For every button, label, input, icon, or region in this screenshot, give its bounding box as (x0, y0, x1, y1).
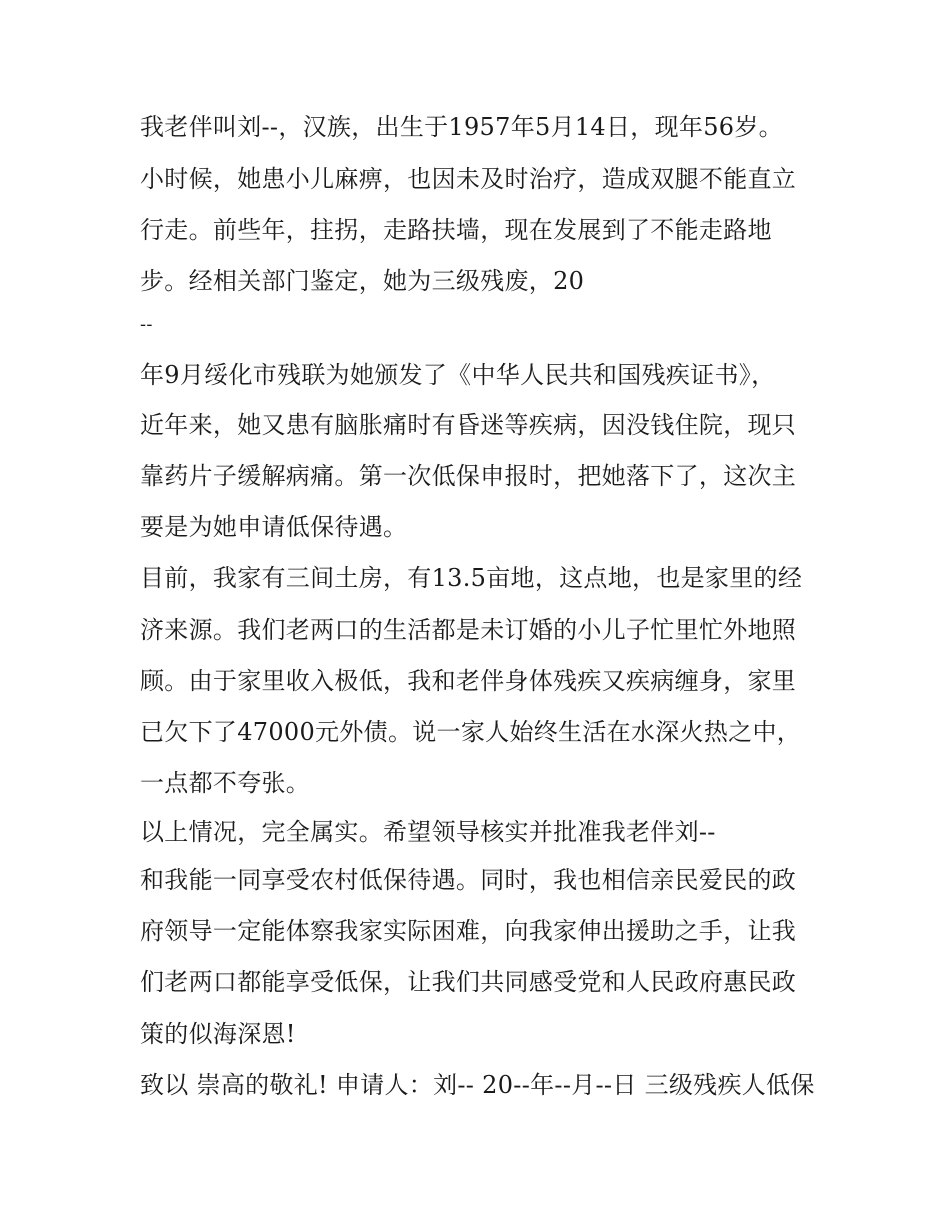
text-line-14: 一点都不夸张。 (140, 769, 311, 797)
text-line-7: 近年来，她又患有脑胀痛时有昏迷等疾病，因没钱住院，现只 (140, 411, 797, 439)
text-line-17: 府领导一定能体察我家实际困难，向我家伸出援助之手，让我 (140, 917, 797, 945)
text-line-5: -- (140, 314, 153, 335)
text-line-13: 已欠下了47000元外债。说一家人始终生活在水深火热之中， (140, 718, 802, 746)
text-line-15: 以上情况，完全属实。希望领导核实并批准我老伴刘-- (140, 818, 716, 846)
text-line-3: 行走。前些年，拄拐，走路扶墙，现在发展到了不能走路地 (140, 216, 772, 244)
text-line-4: 步。经相关部门鉴定，她为三级残废，20 (140, 267, 585, 295)
text-line-8: 靠药片子缓解病痛。第一次低保申报时，把她落下了，这次主 (140, 462, 797, 490)
text-line-16: 和我能一同享受农村低保待遇。同时，我也相信亲民爱民的政 (140, 866, 797, 894)
text-line-20: 致以 崇高的敬礼! 申请人：刘-- 20--年--月--日 三级残疾人低保 (140, 1071, 815, 1099)
text-line-2: 小时候，她患小儿麻痹，也因未及时治疗，造成双腿不能直立 (140, 165, 797, 193)
text-line-19: 策的似海深恩! (140, 1020, 296, 1048)
text-line-11: 济来源。我们老两口的生活都是未订婚的小儿子忙里忙外地照 (140, 616, 797, 644)
text-line-18: 们老两口都能享受低保，让我们共同感受党和人民政府惠民政 (140, 968, 797, 996)
text-line-12: 顾。由于家里收入极低，我和老伴身体残疾又疾病缠身，家里 (140, 667, 797, 695)
text-line-6: 年9月绥化市残联为她颁发了《中华人民共和国残疾证书》， (140, 361, 776, 389)
text-line-1: 我老伴叫刘--，汉族，出生于1957年5月14日，现年56岁。 (140, 113, 783, 141)
text-line-9: 要是为她申请低保待遇。 (140, 513, 408, 541)
text-line-10: 目前，我家有三间土房，有13.5亩地，这点地，也是家里的经 (140, 564, 803, 592)
